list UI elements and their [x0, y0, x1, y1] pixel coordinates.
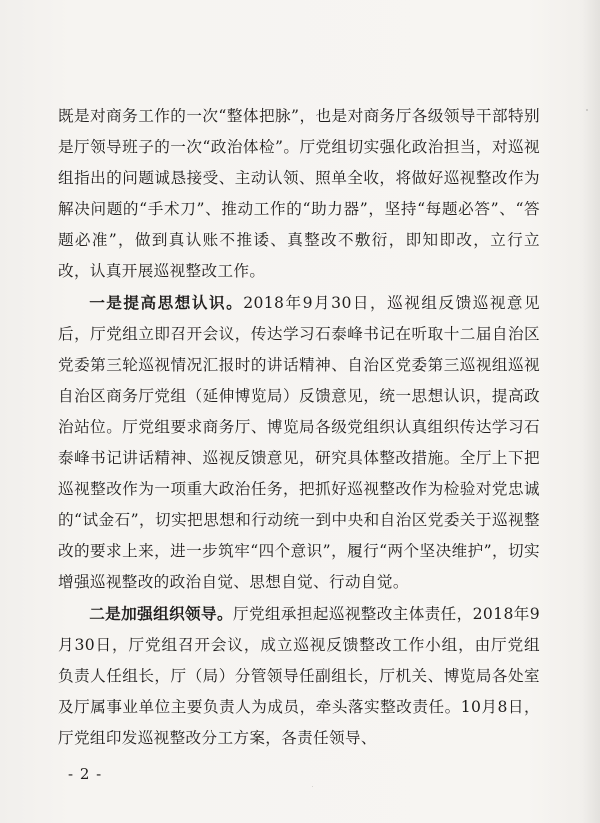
page-number: - 2 - — [68, 765, 103, 783]
paragraph-3-lead: 二是加强组织领导。 — [89, 604, 233, 623]
scan-speck — [586, 109, 588, 111]
paragraph-3-text: 厅党组承担起巡视整改主体责任，2018年9月30日，厅党组召开会议，成立巡视反馈整改工作小组，由厅党组负责人任组长，厅（局）分管领导任副组长，厅机关、博览局各处室及厅属事业单位主要负责人为成员，牵头落实整改责任。10月8日，厅党组印发巡视整改分工方案，各责任领导、 — [58, 605, 540, 747]
paragraph-continuation — [58, 101, 540, 287]
document-body — [58, 101, 540, 754]
paragraph-raise-awareness — [58, 287, 540, 598]
paragraph-2-text: 2018年9月30日，巡视组反馈巡视意见后，厅党组立即召开会议，传达学习石泰峰书记在听取十二届自治区党委第三轮巡视情况汇报时的讲话精神、自治区党委第三巡视组巡视自治区商务厅党组（延伸博览局）反馈意见，统一思想认识，提高政治站位。厅党组要求商务厅、博览局各级党组织认真组织传达学习石泰峰书记讲话精神、巡视反馈意见，研究具体整改措施。全厅上下把巡视整改作为一项重大政治任务，把抓好巡视整改作为检验对党忠诚的“试金石”，切实把思想和行动统一到中央和自治区党委关于巡视整改的要求上来，进一步筑牢“四个意识”，履行“两个坚决维护”，切实增强巡视整改的政治自觉、思想自觉、行动自觉。 — [58, 294, 540, 591]
paragraph-strengthen-leadership — [58, 598, 540, 754]
scan-speck — [312, 786, 313, 787]
page-edge-shadow — [582, 0, 600, 823]
paragraph-1-text: 既是对商务工作的一次“整体把脉”，也是对商务厅各级领导干部特别是厅领导班子的一次“政治体检”。厅党组切实强化政治担当，对巡视组指出的问题诚恳接受、主动认领、照单全收，将做好巡视整改作为解决问题的“手术刀”、推动工作的“助力器”，坚持“每题必答”、“答题必准”，做到真认账不推诿、真整改不敷衍，即知即改，立行立改，认真开展巡视整改工作。 — [58, 107, 540, 280]
paragraph-2-lead: 一是提高思想认识。 — [89, 293, 244, 312]
